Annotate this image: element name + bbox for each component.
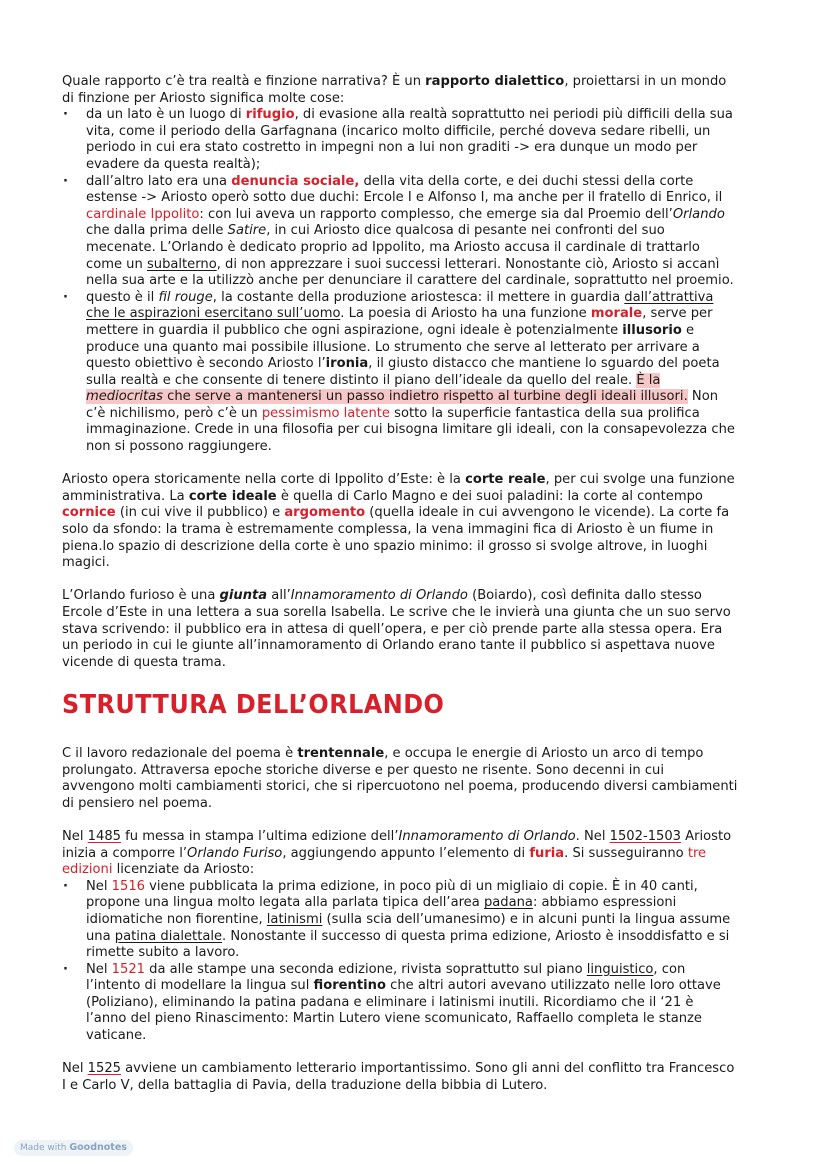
text: (in cui vive il pubblico) e: [115, 505, 285, 521]
text: C il lavoro redazionale del poema è: [62, 745, 298, 761]
list-item: [62, 290, 738, 456]
text: , con l’intento di modellare la lingua sul: [86, 961, 686, 994]
bold-term: corte reale: [465, 472, 546, 488]
bold-term: fiorentino: [313, 978, 386, 994]
underlined-term: patina dialettale: [114, 928, 223, 944]
text: Ariosto opera storicamente nella corte di Ippolito d’Este: è la: [62, 472, 466, 488]
text: Nel: [86, 961, 112, 977]
red-term: cardinale Ippolito: [86, 206, 200, 222]
note-page: [62, 74, 738, 1094]
structure-paragraph: [62, 746, 738, 812]
text: e produce una quanto mai possibile illusione. Lo strumento che serve al letterato per arrivare a questo obiettivo è secondo Ariosto l’: [86, 322, 700, 372]
bullet-list: [62, 107, 738, 455]
text: della vita della corte, e dei duchi stessi della corte estense -> Ariosto operò sotto due duchi: Ercole I e Alfonso I, ma anche per il fratello di Enrico, il: [86, 173, 723, 206]
final-paragraph: [62, 1061, 738, 1094]
underlined-date: 1485: [87, 828, 121, 844]
text: Ariosto inizia a comporre l’: [62, 828, 732, 861]
text: avviene un cambiamento letterario importantissimo. Sono gli anni del conflitto tra Francesco I e Carlo V, della battaglia di Pavia, della traduzione della bibbia di Lutero.: [62, 1061, 735, 1093]
text: licenziate da Ariosto:: [112, 862, 255, 878]
text: . Si susseguiranno: [564, 845, 688, 861]
intro-paragraph: [62, 74, 738, 107]
text: , di evasione alla realtà soprattutto nei periodi più difficili della sua vita, come il periodo della Garfagnana (incarico molto difficile, perché doveva sedare ribelli, un periodo in cui era stato costretto in impegni non a lui non graditi -> era dunque un modo per evadere da questa realtà);: [86, 107, 733, 172]
text: Nel: [62, 828, 88, 844]
bold-term: rapporto dialettico: [425, 74, 565, 89]
badge-prefix: Made with: [20, 1143, 70, 1153]
list-item: [62, 879, 738, 962]
text: : abbiamo espressioni idiomatiche non fiorentine,: [86, 895, 677, 927]
editions-list: [62, 879, 738, 1045]
text: . La poesia di Ariosto ha una funzione: [340, 306, 591, 322]
highlight-text: che serve a mantenersi un passo indietro rispetto al turbine degli ideali illusori.: [162, 389, 688, 405]
text: , per cui svolge una funzione amministrativa. La: [62, 472, 735, 504]
red-bold-term: rifugio: [245, 107, 295, 123]
highlight-italic: mediocritas: [86, 389, 163, 405]
underlined-phrase: dall’attrattiva che le aspirazioni esercitano sull’uomo: [86, 289, 714, 322]
text: all’: [267, 588, 291, 604]
italic-term: Orlando Furiso: [187, 845, 283, 861]
intro-section: [62, 74, 738, 456]
text: che altri autori avevano utilizzato nelle loro ottave (Poliziano), eliminando la patina padana e eliminare i latinismi inutili. Ricordiamo che il ‘21 è l’anno del pieno Rinascimento: Martin Lutero viene scomunicato, Raffaello completa le stanze vaticane.: [86, 978, 721, 1044]
italic-term: Innamoramento di Orlando: [290, 588, 468, 604]
bold-term: corte ideale: [188, 488, 277, 504]
italic-term: Satire: [227, 223, 267, 239]
text: Nel: [86, 878, 112, 894]
red-bold-term: furia: [529, 845, 565, 861]
text: (sulla scia dell’umanesimo) e in alcuni punti la lingua assume una: [86, 911, 731, 944]
text: , aggiungendo appunto l’elemento di: [282, 845, 530, 861]
text: viene pubblicata la prima edizione, in poco più di un migliaio di copie. È in 40 canti, propone una lingua molto legata alla parlata tipica dell’area: [86, 878, 698, 911]
text: , la costante della produzione ariostesca: il mettere in guardia: [212, 289, 625, 305]
red-date: 1521: [111, 961, 145, 977]
red-term: tre edizioni: [62, 845, 707, 878]
highlight-text: È la: [636, 372, 661, 388]
underlined-date: 1525: [87, 1061, 121, 1077]
text: : con lui aveva un rapporto complesso, che emerge sia dal Proemio dell’: [199, 206, 673, 222]
text: (Boiardo), così definita dallo stesso Ercole d’Este in una lettera a sua sorella Isabella. Le scrive che le invierà una giunta che un suo servo stava scrivendo: il pubblico era in attesa di quell’opera, e per ciò prende parte alla stessa opera. Era un periodo in cui le giunte all’innamoramento di Orlando erano tante il pubblico si aspettava nuove vicende di questa trama.: [62, 588, 731, 670]
text: , serve per mettere in guardia il pubblico che ogni aspirazione, ogni ideale è potenzialmente: [86, 306, 713, 338]
bold-term: ironia: [325, 356, 369, 372]
underlined-term: padana: [483, 895, 533, 911]
red-bold-term: cornice: [62, 505, 116, 521]
text: , il giusto distacco che mantiene lo sguardo del poeta sulla realtà e che consente di tenere distinto il piano dell’ideale da quello del reale.: [86, 356, 720, 388]
bold-term: trentennale: [297, 745, 385, 761]
list-item: [62, 107, 738, 173]
editions-paragraph: [62, 829, 738, 879]
italic-term: fil rouge: [158, 289, 213, 305]
text: dall’altro lato era una: [86, 173, 232, 189]
red-term: pessimismo latente: [261, 405, 390, 421]
list-item: [62, 174, 738, 290]
text: , di non apprezzare i suoi successi letterari. Nonostante ciò, Ariosto si accanì nella sua arte e la utilizzò anche per denunciare il carattere del cardinale, soprattutto nel proemio.: [86, 256, 734, 289]
list-item: [62, 962, 738, 1045]
text: Nel: [62, 1061, 88, 1077]
text: Non c’è nichilismo, però c’è un: [86, 389, 719, 421]
text: (quella ideale in cui avvengono le vicende). La corte fa solo da sfondo: la trama è estremamente complessa, la vena immagini fica di Ariosto è un fiume in piena.lo spazio di descrizione della corte è uno spazio minimo: il grosso si svolge altrove, in luoghi magici.: [62, 505, 730, 571]
text: L’Orlando furioso è una: [62, 588, 220, 604]
red-bold-term: morale: [590, 306, 643, 322]
text: Quale rapporto c’è tra realtà e finzione narrativa? È un: [62, 74, 426, 89]
underlined-date: 1502-1503: [609, 828, 682, 844]
bold-term: illusorio: [622, 322, 682, 338]
court-paragraph: [62, 472, 738, 572]
italic-term: Innamoramento di Orlando: [398, 828, 576, 844]
text: fu messa in stampa l’ultima edizione dell’: [120, 828, 399, 844]
text: . Nonostante il successo di questa prima edizione, Ariosto è insoddisfatto e si rimette subito a lavoro.: [86, 928, 730, 961]
giunta-paragraph: [62, 588, 738, 671]
text: è quella di Carlo Magno e dei suoi paladini: la corte al contempo: [276, 488, 703, 504]
text: da un lato è un luogo di: [86, 107, 246, 123]
italic-term: Orlando: [672, 206, 725, 222]
text: , e occupa le energie di Ariosto un arco di tempo prolungato. Attraversa epoche storiche diverse e per questo ne risente. Sono decenni in cui avvengono molti cambiamenti storici, che si ripercuotono nel poema, producendo diversi cambiamenti di pensiero nel poema.: [62, 745, 738, 811]
text: , in cui Ariosto dice qualcosa di pesante nei confronti del suo mecenate. L’Orlando è dedicato proprio ad Ippolito, ma Ariosto accusa il cardinale di trattarlo come un: [86, 223, 700, 272]
red-date: 1516: [111, 878, 145, 894]
underlined-term: latinismi: [266, 911, 323, 927]
text: da alle stampe una seconda edizione, rivista soprattutto sul piano: [144, 961, 587, 977]
underlined-term: linguistico: [586, 961, 654, 977]
bold-italic-term: giunta: [219, 588, 268, 604]
section-heading: STRUTTURA DELL’ORLANDO: [62, 689, 445, 720]
text: che dalla prima delle: [86, 223, 228, 239]
red-bold-term: argomento: [284, 505, 366, 521]
text: questo è il: [86, 289, 159, 305]
goodnotes-badge: [14, 1140, 133, 1156]
text: . Nel: [575, 828, 610, 844]
text: sotto la superficie fantastica della sua prolifica immaginazione. Crede in una filosofia per cui bisogna limitare gli ideali, con la consapevolezza che non si possono raggiungere.: [86, 405, 735, 455]
underlined-term: subalterno: [146, 256, 217, 272]
badge-brand: Goodnotes: [69, 1142, 127, 1153]
editions-section: [62, 829, 738, 1045]
red-bold-term: denuncia sociale,: [231, 173, 360, 189]
text: , proiettarsi in un mondo di finzione per Ariosto significa molte cose:: [62, 74, 727, 106]
